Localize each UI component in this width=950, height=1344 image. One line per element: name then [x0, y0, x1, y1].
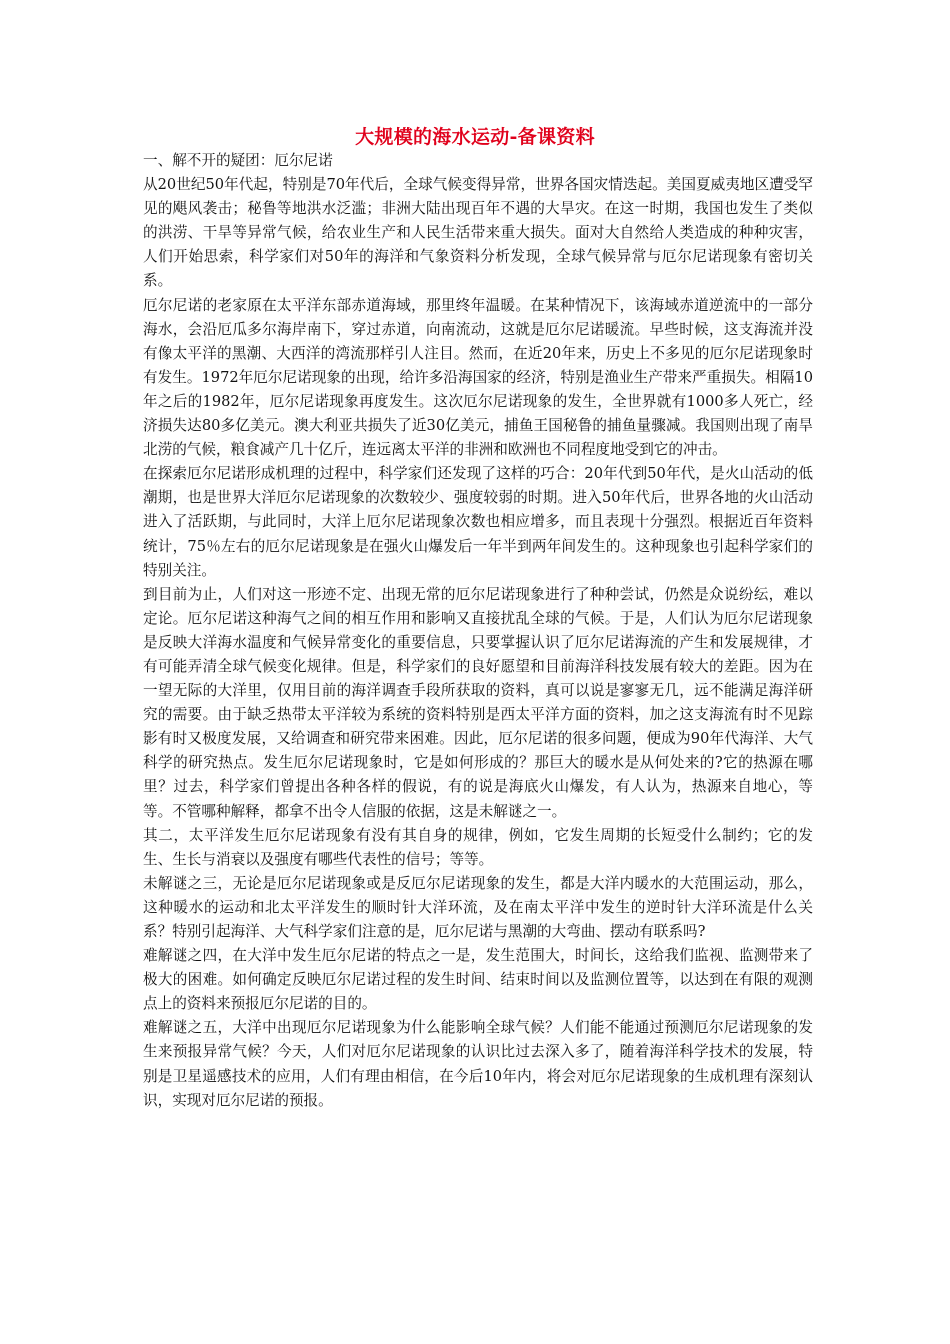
- section-heading: 一、解不开的疑团：厄尔尼诺: [143, 152, 333, 169]
- document-title: 大规模的海水运动-备课资料: [355, 126, 595, 148]
- paragraph-7: 难解谜之四，在大洋中发生厄尔尼诺的特点之一是，发生范围大，时间长，这给我们监视、监测带来了极大的困难。如何确定反映厄尔尼诺过程的发生时间、结束时间以及监测位置等，以达到在有限的观测点上的资料来预报厄尔尼诺的目的。: [143, 947, 813, 1013]
- paragraph-4: 到目前为止，人们对这一形迹不定、出现无常的厄尔尼诺现象进行了种种尝试，仍然是众说纷纭，难以定论。厄尔尼诺这种海气之间的相互作用和影响又直接扰乱全球的气候。于是，人们认为厄尔尼诺现象是反映大洋海水温度和气候异常变化的重要信息，只要掌握认识了厄尔尼诺海流的产生和发展规律，才有可能弄清全球气候变化规律。但是，科学家们的良好愿望和目前海洋科技发展有较大的差距。因为在一望无际的大洋里，仅用目前的海洋调查手段所获取的资料，真可以说是寥寥无几，远不能满足海洋研究的需要。由于缺乏热带太平洋较为系统的资料特别是西太平洋方面的资料，加之这支海流有时不见踪影有时又极度发展，又给调查和研究带来困难。因此，厄尔尼诺的很多问题，便成为90年代海洋、大气科学的研究热点。发生厄尔尼诺现象时，它是如何形成的？那巨大的暖水是从何处来的?它的热源在哪里？过去，科学家们曾提出各种各样的假说，有的说是海底火山爆发，有人认为，热源来自地心，等等。不管哪种解释，都拿不出令人信服的依据，这是未解谜之一。: [143, 585, 813, 820]
- paragraph-5: 其二，太平洋发生厄尔尼诺现象有没有其自身的规律，例如，它发生周期的长短受什么制约；它的发生、生长与消衰以及强度有哪些代表性的信号；等等。: [143, 826, 813, 868]
- paragraph-2: 厄尔尼诺的老家原在太平洋东部赤道海域，那里终年温暖。在某种情况下，该海域赤道逆流中的一部分海水，会沿厄瓜多尔海岸南下，穿过赤道，向南流动，这就是厄尔尼诺暖流。早些时候，这支海流并没有像太平洋的黑潮、大西洋的湾流那样引人注目。然而，在近20年来，历史上不多见的厄尔尼诺现象时有发生。1972年厄尔尼诺现象的出现，给许多沿海国家的经济，特别是渔业生产带来严重损失。相隔10年之后的1982年，厄尔尼诺现象再度发生。这次厄尔尼诺现象的发生，全世界就有1000多人死亡，经济损失达80多亿美元。澳大利亚共损失了近30亿美元，捕鱼王国秘鲁的捕鱼量骤减。我国则出现了南旱北涝的气候，粮食减产几十亿斤，连远离太平洋的非洲和欧洲也不同程度地受到它的冲击。: [143, 296, 813, 459]
- paragraph-1: 从20世纪50年代起，特别是70年代后，全球气候变得异常，世界各国灾情迭起。美国夏威夷地区遭受罕见的飓风袭击；秘鲁等地洪水泛滥；非洲大陆出现百年不遇的大旱灾。在这一时期，我国也发生了类似的洪涝、干旱等异常气候，给农业生产和人民生活带来重大损失。面对大自然给人类造成的种种灾害，人们开始思索，科学家们对50年的海洋和气象资料分析发现，全球气候异常与厄尔尼诺现象有密切关系。: [143, 176, 813, 290]
- paragraph-6: 未解谜之三，无论是厄尔尼诺现象或是反厄尔尼诺现象的发生，都是大洋内暖水的大范围运动，那么，这种暖水的运动和北太平洋发生的顺时针大洋环流，及在南太平洋中发生的逆时针大洋环流是什么关系？特别引起海洋、大气科学家们注意的是，厄尔尼诺与黑潮的大弯曲、摆动有联系吗?: [143, 874, 813, 940]
- document-body: [143, 149, 813, 1113]
- paragraph-8: 难解谜之五，大洋中出现厄尔尼诺现象为什么能影响全球气候？人们能不能通过预测厄尔尼诺现象的发生来预报异常气候？今天，人们对厄尔尼诺现象的认识比过去深入多了，随着海洋科学技术的发展，特别是卫星遥感技术的应用，人们有理由相信，在今后10年内，将会对厄尔尼诺现象的生成机理有深刻认识，实现对厄尔尼诺的预报。: [143, 1019, 813, 1109]
- paragraph-3: 在探索厄尔尼诺形成机理的过程中，科学家们还发现了这样的巧合：20年代到50年代，是火山活动的低潮期，也是世界大洋厄尔尼诺现象的次数较少、强度较弱的时期。进入50年代后，世界各地的火山活动进入了活跃期，与此同时，大洋上厄尔尼诺现象次数也相应增多，而且表现十分强烈。根据近百年资料统计，75％左右的厄尔尼诺现象是在强火山爆发后一年半到两年间发生的。这种现象也引起科学家们的特别关注。: [143, 465, 813, 579]
